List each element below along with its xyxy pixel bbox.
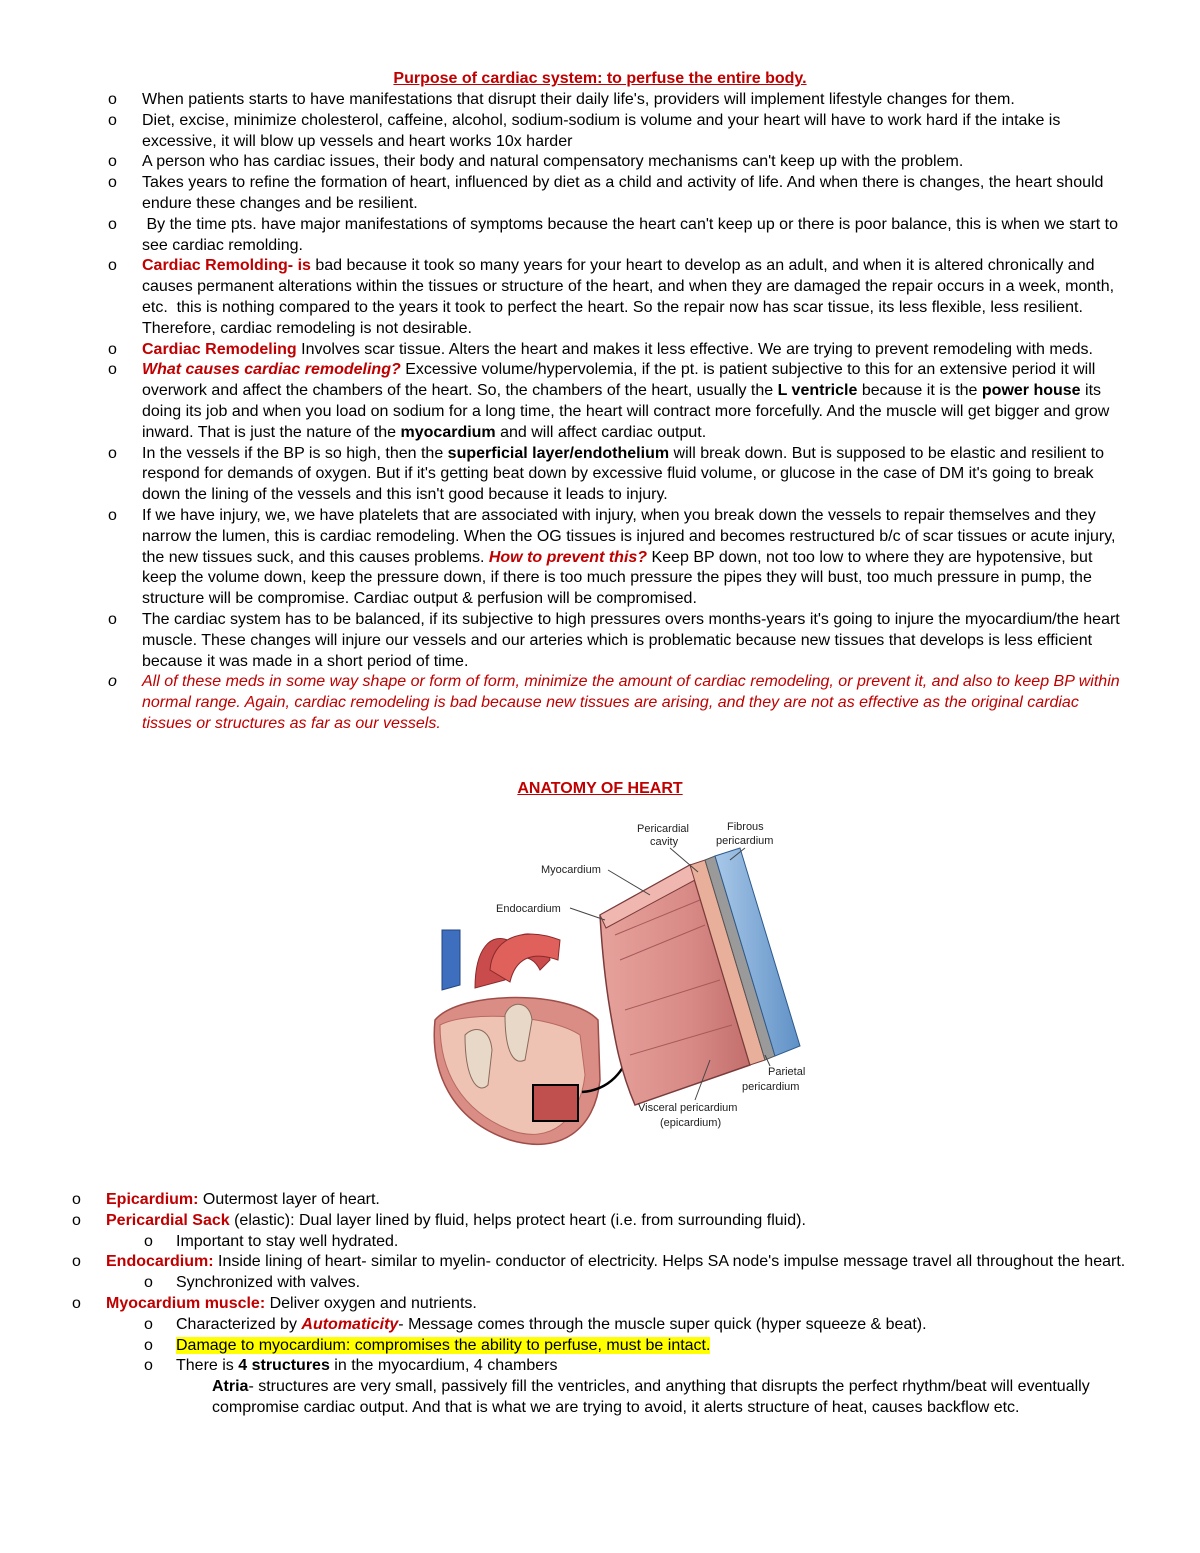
item-text: There is [176,1357,239,1375]
item-text: A person who has cardiac issues, their body and natural compensatory mechanisms can't keep up with the problem. [142,153,964,171]
item-text: When patients starts to have manifestations that disrupt their daily life's, providers will implement lifestyle changes for them. [142,91,1015,108]
sub-list-item [72,1336,1132,1357]
label-parietal-pericardium: Parietal [768,1066,806,1078]
sub-list-item [72,1315,1132,1336]
summary-note: All of these meds in some way shape or form of form, minimize the amount of cardiac remodeling, or prevent it, and also to keep BP within normal range. Again, cardiac remodeling is bad because new tissues are arising, and they are not as effective as the original cardiac tissues or structures as far as our vessels. [142,673,1120,732]
heart-anatomy-figure [420,810,820,1165]
list-item [108,90,1128,111]
label-endocardium: Endocardium [496,903,561,915]
bold-term: myocardium [400,423,496,441]
label-fibrous-pericardium-2: pericardium [716,835,774,847]
list-item [72,1190,1132,1211]
bold-term: superficial layer/endothelium [447,444,670,462]
label-pericardial-cavity: Pericardial [637,823,689,835]
term-myocardium-muscle: Myocardium muscle: [106,1294,266,1312]
item-text: (elastic): Dual layer lined by fluid, helps protect heart (i.e. from surrounding fluid). [229,1211,806,1229]
bold-term: L ventricle [777,382,858,400]
sub-list-item [72,1273,1132,1294]
item-text: Inside lining of heart- similar to myelin- conductor of electricity. Helps SA node's impulse message travel all throughout the heart. [213,1253,1126,1271]
item-text: Characterized by [176,1315,302,1333]
item-text: Deliver oxygen and nutrients. [265,1294,477,1312]
question-causes: What causes cardiac remodeling? [142,361,401,379]
label-parietal-pericardium-2: pericardium [742,1081,800,1093]
list-item [108,360,1128,443]
term-pericardial-sack: Pericardial Sack [106,1211,230,1229]
list-item [108,215,1128,257]
item-text: bad because it took so many years for your heart to develop as an adult, and when it is altered chronically and causes permanent alterations within the tissues or structure of the heart, and when they are damaged the repair occurs in a week, month, etc. this is nothing compared to the years it took to perfect the heart. So the repair now has scar tissue, its less flexible, less resilient. Therefore, cardiac remodeling is not desirable. [142,257,1119,337]
item-text: The cardiac system has to be balanced, if its subjective to high pressures overs months-years it's going to injure the myocardium/the heart muscle. These changes will injure our vessels and our arteries which is problematic because new tissues that develops is less efficient because it was made in a short period of time. [142,610,1120,670]
item-text: Diet, excise, minimize cholesterol, caffeine, alcohol, sodium-sodium is volume and your heart will have to work hard if the intake is excessive, it will blow up vessels and heart works 10x harder [142,111,1061,150]
item-text: Synchronized with valves. [176,1274,361,1292]
item-text: Important to stay well hydrated. [176,1232,399,1250]
item-text: Takes years to refine the formation of heart, influenced by diet as a child and activity of life. And when there is changes, the heart should endure these changes and be resilient. [142,174,1104,212]
list-item [108,152,1128,173]
item-text: - Message comes through the muscle super quick (hyper squeeze & beat). [398,1315,927,1333]
highlighted-text: Damage to myocardium: compromises the ability to perfuse, must be intact. [176,1336,711,1354]
list-item [108,111,1128,153]
item-text: and will affect cardiac output. [495,423,707,441]
term-endocardium: Endocardium: [106,1253,214,1271]
label-visceral-pericardium-2: (epicardium) [660,1117,722,1129]
sub-list-item [72,1232,1132,1253]
bold-term: power house [981,382,1081,400]
list-item [108,173,1128,215]
list-item [72,1252,1132,1273]
term-cardiac-remodeling: Cardiac Remodeling [142,340,297,358]
list-item [108,444,1128,506]
section-title: ANATOMY OF HEART [517,780,683,797]
label-visceral-pericardium: Visceral pericardium [638,1102,738,1114]
list-item [72,1211,1132,1232]
list-item [108,610,1128,672]
atria-paragraph [72,1377,1132,1419]
heart-illustration [434,930,600,1144]
purpose-list [108,90,1128,735]
layers-list [72,1190,1132,1419]
item-text: By the time pts. have major manifestations of symptoms because the heart can't keep up or there is poor balance, this is when we start to see cardiac remolding. [142,215,1123,254]
item-text: Excessive volume/hypervolemia, if the pt. is patient subjective to this for an extensive period it will overwork and affect the chambers of the heart. So, the chambers of the heart, usually the [142,361,1096,400]
item-text: Outermost layer of heart. [198,1191,380,1208]
term-cardiac-remolding: Cardiac Remolding- is [142,257,311,275]
label-myocardium: Myocardium [541,864,601,876]
item-text: Involves scar tissue. Alters the heart and makes it less effective. We are trying to prevent remodeling with meds. [296,340,1093,358]
term-automaticity: Automaticity [301,1315,399,1333]
question-prevent: How to prevent this? [488,548,648,566]
item-text: will break down. But is supposed to be elastic and resilient to respond for demands of oxygen. But if it's getting beat down by excessive fluid volume, or glucose in the case of DM it's going to break down the lining of the vessels and this isn't good because it leads to injury. [142,444,1104,504]
list-item [108,672,1128,734]
item-text: In the vessels if the BP is so high, then the [142,444,448,462]
item-text: If we have injury, we, we have platelets that are associated with injury, when you break down the vessels to repair themselves and they narrow the lumen, this is cardiac remodeling. When the OG tissues is injured and becomes restructured b/c of scar tissues or acute injury, the new tissues suck, and this causes problems. [142,506,1116,566]
item-text: in the myocardium, 4 chambers [329,1357,558,1375]
label-pericardial-cavity-2: cavity [650,836,679,848]
list-item [108,506,1128,610]
term-atria: Atria [212,1378,249,1396]
item-text: Keep BP down, not too low to where they are hypotensive, but keep the volume down, keep the pressure down, if there is too much pressure the pipes they will bust, too much pressure in pump, the structure will be compromise. Cardiac output & perfusion will be compromised. [142,548,1093,608]
bold-term: 4 structures [238,1357,330,1375]
list-item [72,1294,1132,1315]
sub-list-item [72,1356,1132,1377]
item-text: its doing its job and when you load on sodium for a long time, the heart will contract more forcefully. And the muscle will get bigger and grow inward. That is just the nature of the [142,382,1110,441]
term-epicardium: Epicardium: [106,1191,199,1208]
list-item [108,256,1128,339]
item-text: because it is the [857,382,982,400]
item-text: - structures are very small, passively fill the ventricles, and anything that disrupts the perfect rhythm/beat will eventually compromise cardiac output. And that is what we are trying to avoid, it alerts structure of heat, causes backflow etc. [212,1378,1090,1416]
list-item [108,340,1128,361]
page-title: Purpose of cardiac system: to perfuse the entire body. [393,70,807,87]
label-fibrous-pericardium: Fibrous [727,821,764,833]
